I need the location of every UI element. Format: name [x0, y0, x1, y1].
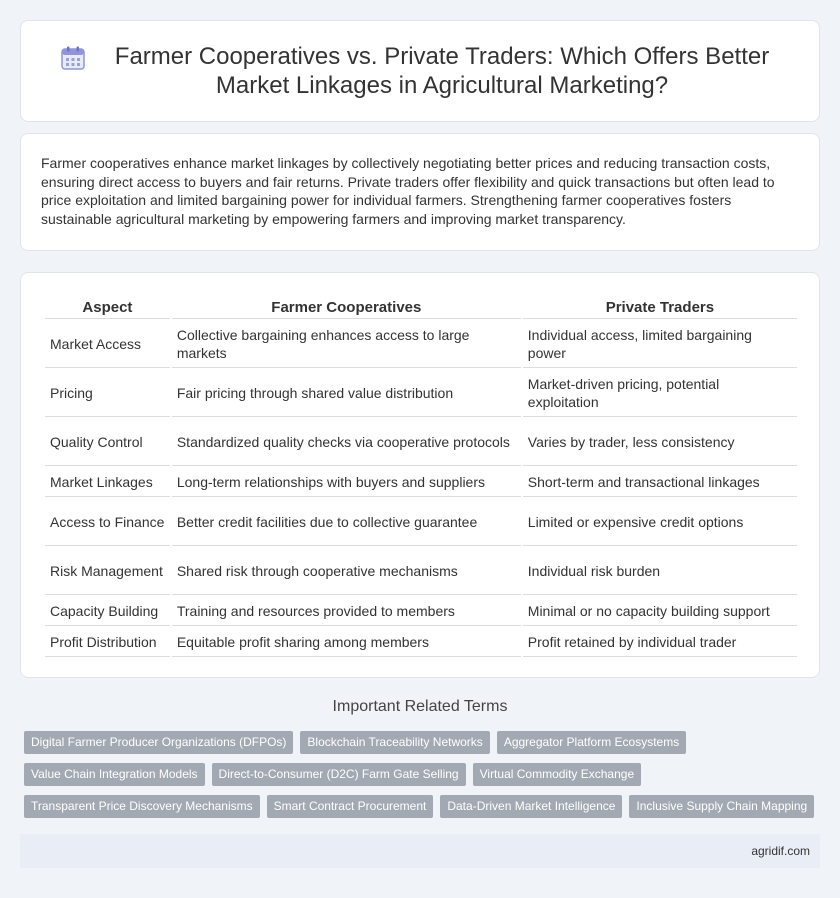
footer [20, 834, 820, 868]
header-private-traders: Private Traders [523, 295, 797, 319]
related-terms-heading: Important Related Terms [332, 698, 508, 715]
summary-card [20, 133, 820, 251]
title-card [20, 20, 820, 122]
cell-traders: Individual access, limited bargaining power [523, 321, 797, 368]
page-title: Farmer Cooperatives vs. Private Traders: Which Offers Better Market Linkages in Agricultural Marketing? [114, 43, 770, 99]
cell-aspect: Market Access [45, 321, 170, 368]
cell-cooperatives: Collective bargaining enhances access to large markets [172, 321, 521, 368]
comparison-table [43, 293, 799, 659]
related-terms-list [24, 731, 824, 827]
table-row [45, 468, 797, 497]
cell-cooperatives: Equitable profit sharing among members [172, 628, 521, 657]
related-term-tag[interactable]: Virtual Commodity Exchange [473, 763, 642, 786]
title-row [60, 42, 780, 100]
cell-aspect: Profit Distribution [45, 628, 170, 657]
table-row [45, 628, 797, 657]
footer-site-link[interactable]: agridif.com [751, 844, 810, 858]
comparison-card [20, 272, 820, 678]
related-term-tag[interactable]: Direct-to-Consumer (D2C) Farm Gate Selling [212, 763, 466, 786]
header-farmer-cooperatives: Farmer Cooperatives [172, 295, 521, 319]
cell-traders: Varies by trader, less consistency [523, 419, 797, 466]
cell-traders: Market-driven pricing, potential exploitation [523, 370, 797, 417]
cell-aspect: Capacity Building [45, 597, 170, 626]
cell-traders: Minimal or no capacity building support [523, 597, 797, 626]
related-term-tag[interactable]: Transparent Price Discovery Mechanisms [24, 795, 260, 818]
summary-text: Farmer cooperatives enhance market linkages by collectively negotiating better prices and reducing transaction costs, ensuring direct access to buyers and fair returns. Private traders offer flexibility and quick transactions but often lead to price exploitation and limited bargaining power for individual farmers. Strengthening farmer cooperatives fosters sustainable agricultural marketing by empowering farmers and improving market transparency. [41, 155, 775, 227]
cell-cooperatives: Fair pricing through shared value distribution [172, 370, 521, 417]
cell-traders: Individual risk burden [523, 548, 797, 595]
cell-cooperatives: Long-term relationships with buyers and suppliers [172, 468, 521, 497]
calendar-icon [60, 45, 86, 71]
cell-aspect: Market Linkages [45, 468, 170, 497]
cell-cooperatives: Better credit facilities due to collective guarantee [172, 499, 521, 546]
cell-traders: Profit retained by individual trader [523, 628, 797, 657]
related-term-tag[interactable]: Smart Contract Procurement [267, 795, 434, 818]
cell-aspect: Quality Control [45, 419, 170, 466]
related-term-tag[interactable]: Blockchain Traceability Networks [300, 731, 489, 754]
table-row [45, 548, 797, 595]
cell-cooperatives: Standardized quality checks via cooperative protocols [172, 419, 521, 466]
cell-cooperatives: Shared risk through cooperative mechanisms [172, 548, 521, 595]
cell-aspect: Risk Management [45, 548, 170, 595]
cell-traders: Limited or expensive credit options [523, 499, 797, 546]
tag-row [24, 795, 824, 818]
related-term-tag[interactable]: Aggregator Platform Ecosystems [497, 731, 686, 754]
cell-aspect: Pricing [45, 370, 170, 417]
cell-aspect: Access to Finance [45, 499, 170, 546]
related-term-tag[interactable]: Value Chain Integration Models [24, 763, 205, 786]
table-row [45, 597, 797, 626]
header-aspect: Aspect [45, 295, 170, 319]
table-row [45, 419, 797, 466]
cell-cooperatives: Training and resources provided to members [172, 597, 521, 626]
related-term-tag[interactable]: Digital Farmer Producer Organizations (DFPOs) [24, 731, 293, 754]
table-row [45, 499, 797, 546]
table-row [45, 321, 797, 368]
table-header-row [45, 295, 797, 319]
tag-row [24, 763, 824, 786]
related-term-tag[interactable]: Data-Driven Market Intelligence [440, 795, 622, 818]
tag-row [24, 731, 824, 754]
cell-traders: Short-term and transactional linkages [523, 468, 797, 497]
related-term-tag[interactable]: Inclusive Supply Chain Mapping [629, 795, 814, 818]
table-row [45, 370, 797, 417]
